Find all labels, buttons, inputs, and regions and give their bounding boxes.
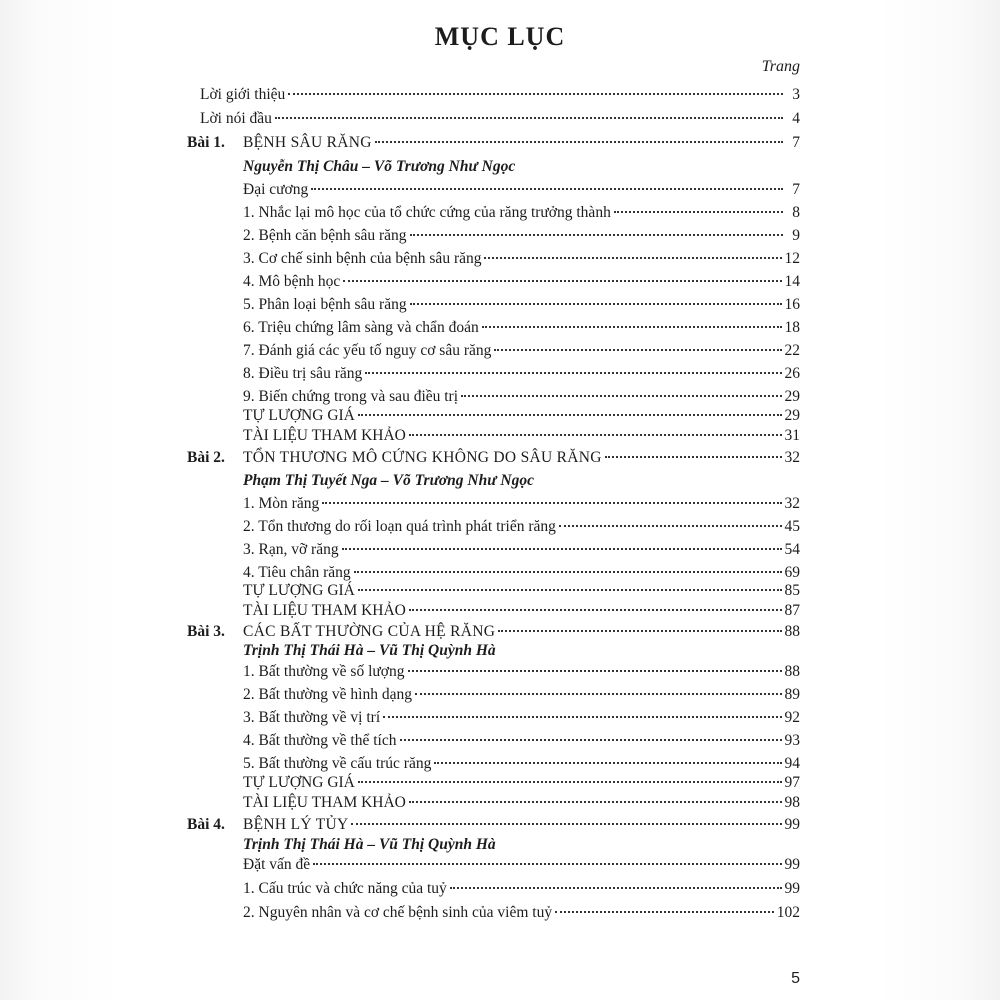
lesson-authors: Phạm Thị Tuyết Nga – Võ Trương Như Ngọc bbox=[243, 472, 534, 489]
toc-entry bbox=[243, 493, 800, 515]
toc-entry-page: 92 bbox=[784, 709, 800, 726]
dot-leader bbox=[605, 455, 782, 458]
toc-entry-text: Đặt vấn đề bbox=[243, 856, 311, 873]
dot-leader bbox=[313, 862, 781, 865]
dot-leader bbox=[559, 524, 782, 527]
toc-entry-page: 18 bbox=[784, 319, 800, 336]
toc-entry bbox=[243, 600, 800, 622]
dot-leader bbox=[410, 233, 783, 236]
toc-entry-text: 2. Bệnh căn bệnh sâu răng bbox=[243, 227, 407, 244]
lesson-label: Bài 3. bbox=[187, 623, 225, 640]
lesson-title: TỔN THƯƠNG MÔ CỨNG KHÔNG DO SÂU RĂNG bbox=[243, 449, 602, 466]
toc-entry-text: TỰ LƯỢNG GIÁ bbox=[243, 582, 355, 599]
toc-entry-page: 9 bbox=[792, 227, 800, 244]
lesson-authors: Trịnh Thị Thái Hà – Vũ Thị Quỳnh Hà bbox=[243, 836, 496, 853]
toc-entry bbox=[243, 425, 800, 447]
toc-entry-page: 31 bbox=[784, 427, 800, 444]
toc-entry-text: 9. Biến chứng trong và sau điều trị bbox=[243, 388, 459, 405]
toc-entry bbox=[243, 707, 800, 729]
toc-entry-intro bbox=[200, 108, 800, 130]
toc-entry-page: 94 bbox=[784, 755, 800, 772]
lesson-page: 32 bbox=[784, 449, 800, 466]
toc-entry-text: Lời giới thiệu bbox=[200, 86, 286, 103]
dot-leader bbox=[409, 800, 782, 803]
toc-entry-text: 1. Bất thường về số lượng bbox=[243, 663, 405, 680]
toc-entry-page: 99 bbox=[784, 880, 800, 897]
toc-entry-page: 102 bbox=[776, 904, 800, 921]
toc-entry-text: 8. Điều trị sâu răng bbox=[243, 365, 363, 382]
lesson-authors: Trịnh Thị Thái Hà – Vũ Thị Quỳnh Hà bbox=[243, 642, 496, 659]
toc-entry bbox=[243, 661, 800, 683]
dot-leader bbox=[275, 116, 783, 119]
toc-entry-text: 6. Triệu chứng lâm sàng và chẩn đoán bbox=[243, 319, 479, 336]
dot-leader bbox=[409, 433, 782, 436]
toc-entry-page: 85 bbox=[784, 582, 800, 599]
toc-entry-text: 3. Cơ chế sinh bệnh của bệnh sâu răng bbox=[243, 250, 482, 267]
toc-entry bbox=[243, 271, 800, 293]
dot-leader bbox=[461, 394, 781, 397]
toc-entry-text: TÀI LIỆU THAM KHẢO bbox=[243, 602, 406, 619]
dot-leader bbox=[342, 547, 782, 550]
dot-leader bbox=[614, 210, 783, 213]
lesson-heading bbox=[243, 814, 800, 836]
toc-entry bbox=[243, 878, 800, 900]
toc-entry-text: 3. Bất thường về vị trí bbox=[243, 709, 381, 726]
toc-entry-text: 2. Tổn thương do rối loạn quá trình phát triển răng bbox=[243, 518, 556, 535]
toc-entry bbox=[243, 730, 800, 752]
dot-leader bbox=[434, 761, 781, 764]
dot-leader bbox=[494, 348, 781, 351]
lesson-title: CÁC BẤT THƯỜNG CỦA HỆ RĂNG bbox=[243, 623, 496, 640]
toc-entry-text: 2. Nguyên nhân và cơ chế bệnh sinh của viêm tuỷ bbox=[243, 904, 553, 921]
toc-entry bbox=[243, 340, 800, 362]
lesson-authors: Nguyễn Thị Châu – Võ Trương Như Ngọc bbox=[243, 158, 516, 175]
toc-entry bbox=[243, 405, 800, 427]
dot-leader bbox=[415, 692, 782, 695]
dot-leader bbox=[311, 187, 783, 190]
lesson-title: BỆNH SÂU RĂNG bbox=[243, 134, 372, 151]
toc-entry bbox=[243, 854, 800, 876]
toc-entry-text: 3. Rạn, vỡ răng bbox=[243, 541, 339, 558]
lesson-page: 88 bbox=[784, 623, 800, 640]
lesson-label: Bài 1. bbox=[187, 134, 225, 151]
toc-entry-intro bbox=[200, 84, 800, 106]
toc-entry bbox=[243, 294, 800, 316]
dot-leader bbox=[322, 501, 781, 504]
toc-entry-text: 7. Đánh giá các yếu tố nguy cơ sâu răng bbox=[243, 342, 492, 359]
toc-entry-page: 14 bbox=[784, 273, 800, 290]
dot-leader bbox=[288, 92, 783, 95]
toc-entry bbox=[243, 580, 800, 602]
toc-entry-text: Lời nói đầu bbox=[200, 110, 272, 127]
toc-entry-page: 97 bbox=[784, 774, 800, 791]
dot-leader bbox=[400, 738, 782, 741]
lesson-heading bbox=[243, 447, 800, 469]
toc-entry bbox=[243, 772, 800, 794]
dot-leader bbox=[484, 256, 781, 259]
dot-leader bbox=[410, 302, 782, 305]
toc-entry bbox=[243, 792, 800, 814]
toc-entry-text: 1. Cấu trúc và chức năng của tuỷ bbox=[243, 880, 447, 897]
dot-leader bbox=[555, 910, 774, 913]
dot-leader bbox=[351, 822, 781, 825]
dot-leader bbox=[375, 140, 783, 143]
toc-entry-page: 54 bbox=[784, 541, 800, 558]
toc-entry-text: 1. Nhắc lại mô học của tổ chức cứng của răng trưởng thành bbox=[243, 204, 611, 221]
toc-entry bbox=[243, 363, 800, 385]
toc-entry-page: 69 bbox=[784, 564, 800, 581]
toc-entry bbox=[243, 225, 800, 247]
toc-entry-page: 87 bbox=[784, 602, 800, 619]
dot-leader bbox=[450, 886, 782, 889]
dot-leader bbox=[354, 570, 782, 573]
dot-leader bbox=[482, 325, 782, 328]
toc-entry-text: TỰ LƯỢNG GIÁ bbox=[243, 774, 355, 791]
dot-leader bbox=[358, 413, 782, 416]
toc-entry-text: 2. Bất thường về hình dạng bbox=[243, 686, 412, 703]
page-title: MỤC LỤC bbox=[434, 22, 566, 51]
toc-entry-page: 93 bbox=[784, 732, 800, 749]
lesson-label: Bài 4. bbox=[187, 816, 225, 833]
lesson-page: 99 bbox=[784, 816, 800, 833]
dot-leader bbox=[343, 279, 781, 282]
page-column-header: Trang bbox=[761, 58, 800, 75]
toc-entry-text: 5. Bất thường về cấu trúc răng bbox=[243, 755, 432, 772]
toc-entry bbox=[243, 516, 800, 538]
toc-entry-text: TỰ LƯỢNG GIÁ bbox=[243, 407, 355, 424]
toc-entry-page: 3 bbox=[792, 86, 800, 103]
toc-entry-page: 89 bbox=[784, 686, 800, 703]
toc-entry-page: 29 bbox=[784, 407, 800, 424]
toc-entry-text: 4. Bất thường về thể tích bbox=[243, 732, 397, 749]
toc-entry-text: 1. Mòn răng bbox=[243, 495, 320, 512]
toc-entry-page: 16 bbox=[784, 296, 800, 313]
page-number: 5 bbox=[791, 970, 800, 987]
toc-entry-page: 45 bbox=[784, 518, 800, 535]
dot-leader bbox=[408, 669, 782, 672]
toc-entry-page: 88 bbox=[784, 663, 800, 680]
lesson-label: Bài 2. bbox=[187, 449, 225, 466]
toc-entry-page: 22 bbox=[784, 342, 800, 359]
toc-entry-page: 12 bbox=[784, 250, 800, 267]
toc-entry-text: 4. Mô bệnh học bbox=[243, 273, 341, 290]
dot-leader bbox=[358, 588, 782, 591]
toc-entry-text: 4. Tiêu chân răng bbox=[243, 564, 351, 581]
dot-leader bbox=[498, 629, 781, 632]
toc-entry-page: 99 bbox=[784, 856, 800, 873]
toc-entry bbox=[243, 248, 800, 270]
dot-leader bbox=[409, 608, 782, 611]
toc-entry-text: Đại cương bbox=[243, 181, 309, 198]
toc-entry-text: TÀI LIỆU THAM KHẢO bbox=[243, 794, 406, 811]
toc-entry bbox=[243, 539, 800, 561]
toc-entry bbox=[243, 902, 800, 924]
toc-entry bbox=[243, 684, 800, 706]
toc-entry bbox=[243, 202, 800, 224]
toc-entry-page: 7 bbox=[792, 181, 800, 198]
toc-entry-page: 4 bbox=[792, 110, 800, 127]
toc-entry-page: 29 bbox=[784, 388, 800, 405]
toc-entry bbox=[243, 317, 800, 339]
lesson-page: 7 bbox=[792, 134, 800, 151]
lesson-heading bbox=[243, 132, 800, 154]
toc-entry-text: 5. Phân loại bệnh sâu răng bbox=[243, 296, 407, 313]
dot-leader bbox=[358, 780, 782, 783]
dot-leader bbox=[365, 371, 781, 374]
dot-leader bbox=[383, 715, 781, 718]
lesson-title: BỆNH LÝ TỦY bbox=[243, 816, 349, 833]
toc-entry-text: TÀI LIỆU THAM KHẢO bbox=[243, 427, 406, 444]
toc-entry bbox=[243, 179, 800, 201]
toc-entry-page: 98 bbox=[784, 794, 800, 811]
toc-entry-page: 32 bbox=[784, 495, 800, 512]
toc-entry-page: 26 bbox=[784, 365, 800, 382]
toc-entry-page: 8 bbox=[792, 204, 800, 221]
